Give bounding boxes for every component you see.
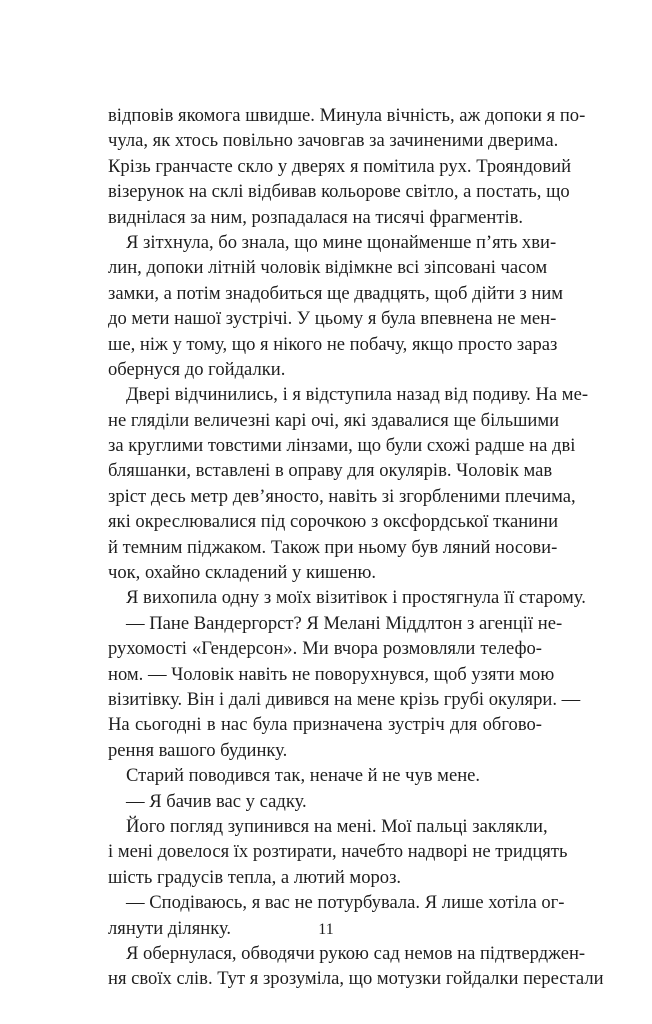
text-line: лин, допоки літній чоловік відімкне всі зіпсовані часом bbox=[108, 257, 548, 279]
text-line: — Я бачив вас у садку. bbox=[126, 790, 307, 812]
text-line: шість градусів тепла, а лютий мороз. bbox=[108, 866, 402, 888]
text-line: На сьогодні в нас була призначена зустріч для обгово- bbox=[108, 714, 542, 736]
text-line: візитівку. Він і далі дивився на мене крізь грубі окуляри. — bbox=[108, 688, 581, 710]
text-line: ше, ніж у тому, що я нікого не побачу, якщо просто зараз bbox=[108, 333, 558, 355]
text-line: ном. — Чоловік навіть не поворухнувся, щоб узяти мою bbox=[108, 663, 555, 685]
text-line: лянути ділянку. bbox=[108, 917, 232, 939]
text-line: не гляділи величезні карі очі, які здавалися ще більшими bbox=[108, 409, 560, 431]
text-line: й темним піджаком. Також при ньому був ляний носови- bbox=[108, 536, 558, 558]
text-line: Крізь гранчасте скло у дверях я помітила рух. Трояндовий bbox=[108, 155, 572, 177]
text-line: відповів якомога швидше. Минула вічність, аж допоки я по- bbox=[108, 105, 586, 126]
text-line: Я вихопила одну з моїх візитівок і простягнула її старому. bbox=[126, 587, 586, 609]
text-line: чула, як хтось повільно зачовгав за зачиненими дверима. bbox=[108, 130, 559, 152]
text-line: — Пане Вандергорст? Я Мелані Міддлтон з агенції не- bbox=[126, 612, 563, 634]
text-line: Двері відчинились, і я відступила назад від подиву. На ме- bbox=[126, 384, 589, 406]
text-line: — Сподіваюсь, я вас не потурбувала. Я лише хотіла ог- bbox=[126, 892, 565, 914]
body-text bbox=[108, 103, 604, 992]
text-line: до мети нашої зустрічі. У цьому я була впевнена не мен- bbox=[108, 308, 557, 330]
text-line: виднілася за ним, розпадалася на тисячі фрагментів. bbox=[108, 206, 524, 228]
text-line: бляшанки, вставлені в оправу для окулярів. Чоловік мав bbox=[108, 460, 553, 482]
text-line: Його погляд зупинився на мені. Мої пальці заклякли, bbox=[126, 815, 548, 837]
text-line: замки, а потім знадобиться ще двадцять, щоб дійти з ним bbox=[108, 282, 564, 304]
text-line: і мені довелося їх розтирати, начебто надворі не тридцять bbox=[108, 841, 568, 863]
text-line: за круглими товстими лінзами, що були схожі радше на дві bbox=[108, 435, 576, 457]
text-line: візерунок на склі відбивав кольорове світло, а постать, що bbox=[108, 181, 570, 203]
page-number: 11 bbox=[318, 921, 334, 938]
text-line: Я обернулася, обводячи рукою сад немов на підтверджен- bbox=[126, 942, 586, 964]
text-line: Я зітхнула, бо знала, що мине щонайменше п’ять хви- bbox=[126, 231, 557, 253]
text-line: рухомості «Гендерсон». Ми вчора розмовляли телефо- bbox=[108, 638, 542, 660]
text-line: які окреслювалися під сорочкою з оксфордської тканини bbox=[108, 511, 559, 533]
text-line: рення вашого будинку. bbox=[108, 739, 288, 761]
text-line: зріст десь метр дев’яносто, навіть зі згорбленими плечима, bbox=[108, 485, 576, 507]
text-line: ня своїх слів. Тут я зрозуміла, що мотузки гойдалки перестали bbox=[108, 968, 604, 990]
text-line: обернуся до гойдалки. bbox=[108, 358, 286, 380]
text-line: Старий поводився так, неначе й не чув мене. bbox=[126, 765, 481, 787]
text-line: чок, охайно складений у кишеню. bbox=[108, 562, 376, 584]
